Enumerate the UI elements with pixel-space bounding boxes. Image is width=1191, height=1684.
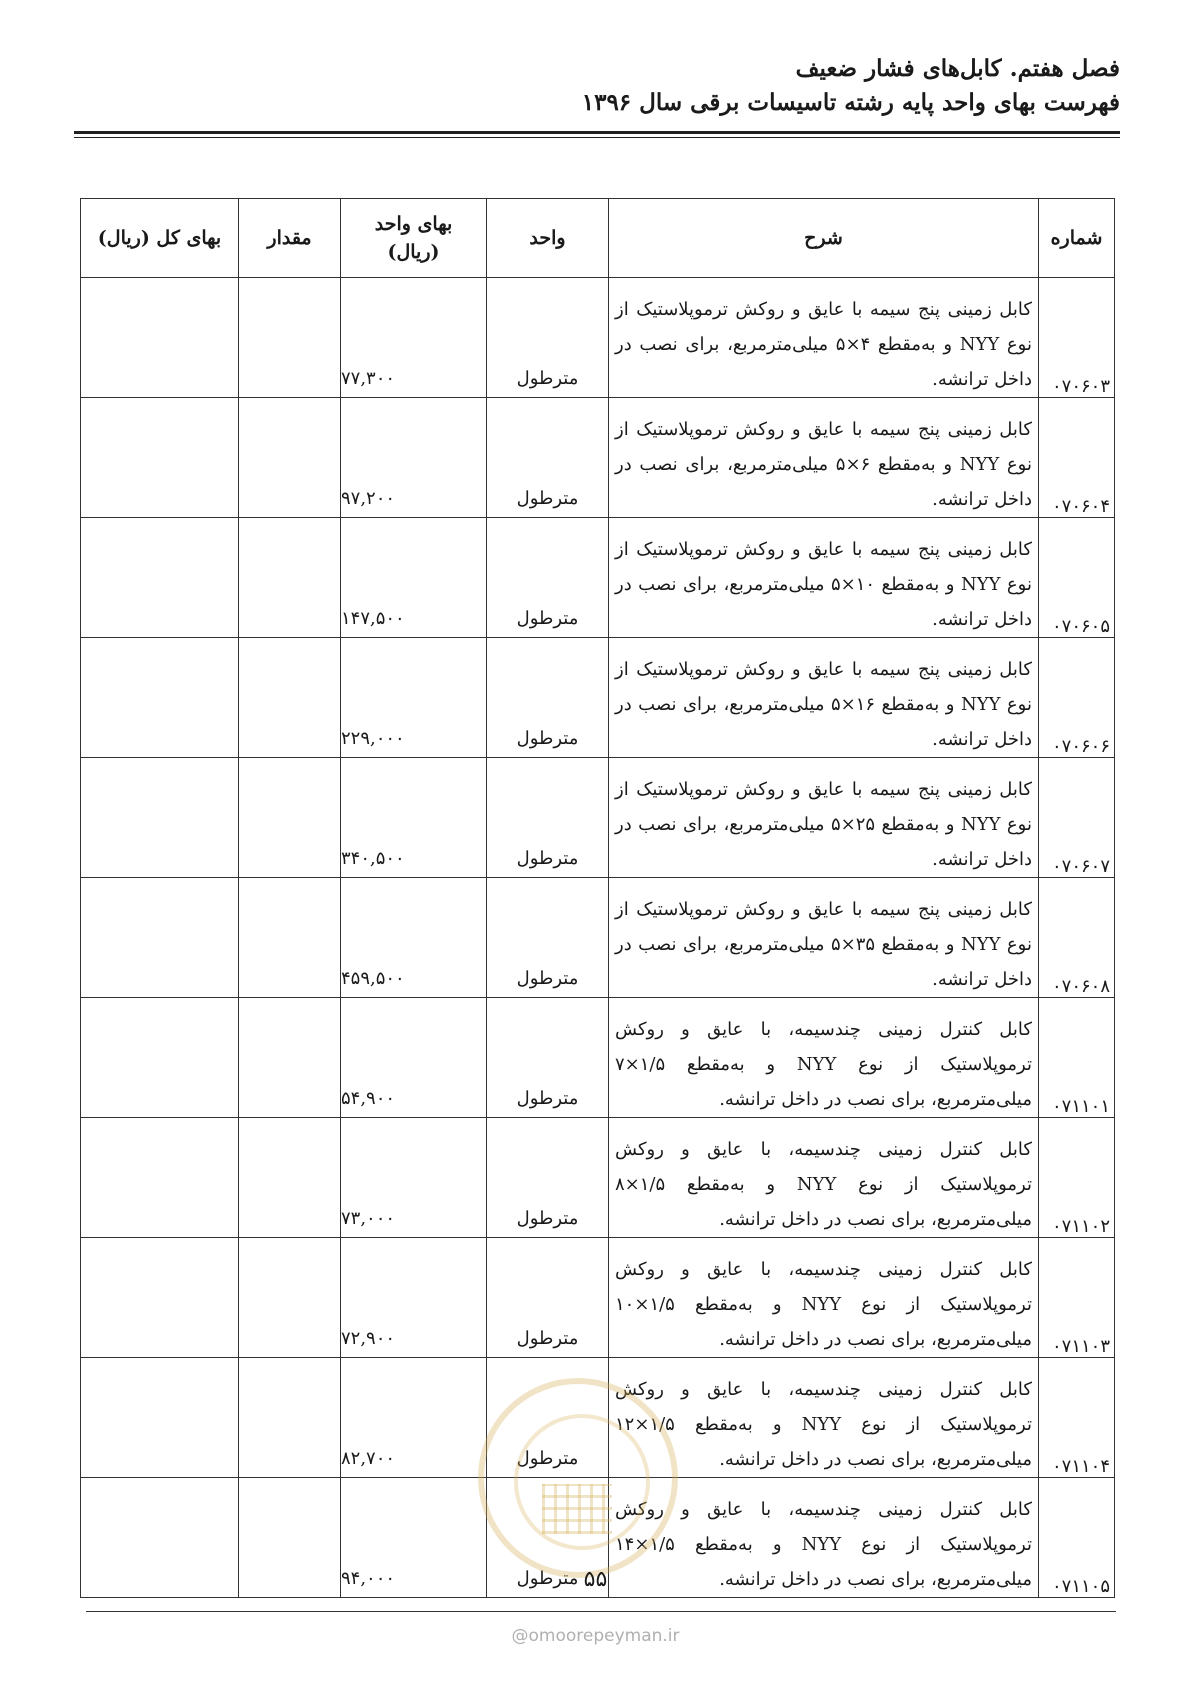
row-code: ۰۷۰۶۰۳: [1039, 278, 1115, 398]
row-code: ۰۷۰۶۰۷: [1039, 758, 1115, 878]
row-quantity: [239, 1358, 341, 1478]
row-code: ۰۷۰۶۰۵: [1039, 518, 1115, 638]
row-total: [81, 278, 239, 398]
row-description: کابل زمینی پنج سیمه با عایق و روکش ترموپلاستیک از نوع NYY و به‌مقطع ۳۵×۵ میلی‌مترمربع، برای نصب در داخل ترانشه.: [609, 878, 1039, 998]
header-rule-thick: [74, 131, 1120, 134]
table-row: [81, 1238, 1115, 1358]
table-row: [81, 398, 1115, 518]
row-unit-price: ۹۷,۲۰۰: [341, 398, 487, 518]
row-code: ۰۷۱۱۰۵: [1039, 1478, 1115, 1598]
row-unit: مترطول: [487, 1478, 609, 1598]
row-unit: مترطول: [487, 758, 609, 878]
row-description: کابل کنترل زمینی چندسیمه، با عایق و روکش ترموپلاستیک از نوع NYY و به‌مقطع ۱/۵×۱۲ میلی‌مترمربع، برای نصب در داخل ترانشه.: [609, 1358, 1039, 1478]
row-total: [81, 758, 239, 878]
row-unit-price: ۹۴,۰۰۰: [341, 1478, 487, 1598]
row-total: [81, 878, 239, 998]
row-total: [81, 1358, 239, 1478]
row-unit-price: ۲۲۹,۰۰۰: [341, 638, 487, 758]
row-quantity: [239, 518, 341, 638]
column-header-unit: واحد: [487, 199, 609, 278]
chapter-title: فصل هفتم. کابل‌های فشار ضعیف: [795, 55, 1120, 82]
row-quantity: [239, 758, 341, 878]
table-row: [81, 998, 1115, 1118]
row-unit: مترطول: [487, 638, 609, 758]
row-quantity: [239, 638, 341, 758]
row-description: کابل کنترل زمینی چندسیمه، با عایق و روکش ترموپلاستیک از نوع NYY و به‌مقطع ۱/۵×۱۰ میلی‌مترمربع، برای نصب در داخل ترانشه.: [609, 1238, 1039, 1358]
column-header-description: شرح: [609, 199, 1039, 278]
row-description: کابل کنترل زمینی چندسیمه، با عایق و روکش ترموپلاستیک از نوع NYY و به‌مقطع ۱/۵×۷ میلی‌مترمربع، برای نصب در داخل ترانشه.: [609, 998, 1039, 1118]
row-total: [81, 1238, 239, 1358]
page-number: ۵۵: [583, 1567, 608, 1592]
row-unit: مترطول: [487, 1238, 609, 1358]
row-total: [81, 398, 239, 518]
row-description: کابل کنترل زمینی چندسیمه، با عایق و روکش ترموپلاستیک از نوع NYY و به‌مقطع ۱/۵×۸ میلی‌مترمربع، برای نصب در داخل ترانشه.: [609, 1118, 1039, 1238]
row-quantity: [239, 998, 341, 1118]
row-unit: مترطول: [487, 278, 609, 398]
row-total: [81, 998, 239, 1118]
row-description: کابل زمینی پنج سیمه با عایق و روکش ترموپلاستیک از نوع NYY و به‌مقطع ۱۶×۵ میلی‌مترمربع، برای نصب در داخل ترانشه.: [609, 638, 1039, 758]
row-total: [81, 518, 239, 638]
column-header-unit-price: [341, 199, 487, 278]
table-header-row: [81, 199, 1115, 278]
row-unit-price: ۱۴۷,۵۰۰: [341, 518, 487, 638]
row-code: ۰۷۱۱۰۳: [1039, 1238, 1115, 1358]
price-list-table: [80, 198, 1115, 1598]
row-code: ۰۷۰۶۰۴: [1039, 398, 1115, 518]
row-quantity: [239, 1238, 341, 1358]
row-unit: مترطول: [487, 398, 609, 518]
column-header-code: شماره: [1039, 199, 1115, 278]
row-description: کابل کنترل زمینی چندسیمه، با عایق و روکش ترموپلاستیک از نوع NYY و به‌مقطع ۱/۵×۱۴ میلی‌مترمربع، برای نصب در داخل ترانشه.: [609, 1478, 1039, 1598]
row-code: ۰۷۱۱۰۴: [1039, 1358, 1115, 1478]
row-unit-price: ۸۲,۷۰۰: [341, 1358, 487, 1478]
table-row: [81, 1118, 1115, 1238]
row-unit: مترطول: [487, 1358, 609, 1478]
row-unit-price: ۴۵۹,۵۰۰: [341, 878, 487, 998]
row-unit-price: ۳۴۰,۵۰۰: [341, 758, 487, 878]
row-code: ۰۷۱۱۰۱: [1039, 998, 1115, 1118]
table-row: [81, 278, 1115, 398]
row-unit: مترطول: [487, 998, 609, 1118]
row-quantity: [239, 878, 341, 998]
table-row: [81, 1358, 1115, 1478]
row-total: [81, 638, 239, 758]
unit-price-currency: (ریال): [387, 241, 440, 263]
table-row: [81, 518, 1115, 638]
row-code: ۰۷۰۶۰۶: [1039, 638, 1115, 758]
column-header-quantity: مقدار: [239, 199, 341, 278]
row-unit-price: ۵۴,۹۰۰: [341, 998, 487, 1118]
column-header-total: بهای کل (ریال): [81, 199, 239, 278]
table-row: [81, 758, 1115, 878]
row-unit-price: ۷۷,۳۰۰: [341, 278, 487, 398]
table-row: [81, 638, 1115, 758]
row-total: [81, 1118, 239, 1238]
footer-rule: [86, 1611, 1116, 1612]
row-description: کابل زمینی پنج سیمه با عایق و روکش ترموپلاستیک از نوع NYY و به‌مقطع ۴×۵ میلی‌مترمربع، برای نصب در داخل ترانشه.: [609, 278, 1039, 398]
row-quantity: [239, 1118, 341, 1238]
row-description: کابل زمینی پنج سیمه با عایق و روکش ترموپلاستیک از نوع NYY و به‌مقطع ۶×۵ میلی‌مترمربع، برای نصب در داخل ترانشه.: [609, 398, 1039, 518]
row-unit: مترطول: [487, 1118, 609, 1238]
table-row: [81, 878, 1115, 998]
row-quantity: [239, 398, 341, 518]
footer-site-link[interactable]: @omoorepeyman.ir: [511, 1626, 680, 1646]
row-code: ۰۷۱۱۰۲: [1039, 1118, 1115, 1238]
row-unit-price: ۷۲,۹۰۰: [341, 1238, 487, 1358]
document-subtitle: فهرست بهای واحد پایه رشته تاسیسات برقی سال ۱۳۹۶: [581, 89, 1120, 116]
row-quantity: [239, 278, 341, 398]
row-description: کابل زمینی پنج سیمه با عایق و روکش ترموپلاستیک از نوع NYY و به‌مقطع ۲۵×۵ میلی‌مترمربع، برای نصب در داخل ترانشه.: [609, 758, 1039, 878]
unit-price-label: بهای واحد: [374, 213, 453, 235]
row-unit-price: ۷۳,۰۰۰: [341, 1118, 487, 1238]
row-code: ۰۷۰۶۰۸: [1039, 878, 1115, 998]
page-header: [74, 52, 1120, 120]
row-unit: مترطول: [487, 518, 609, 638]
row-unit: مترطول: [487, 878, 609, 998]
header-rule-thin: [74, 137, 1120, 138]
row-description: کابل زمینی پنج سیمه با عایق و روکش ترموپلاستیک از نوع NYY و به‌مقطع ۱۰×۵ میلی‌مترمربع، برای نصب در داخل ترانشه.: [609, 518, 1039, 638]
